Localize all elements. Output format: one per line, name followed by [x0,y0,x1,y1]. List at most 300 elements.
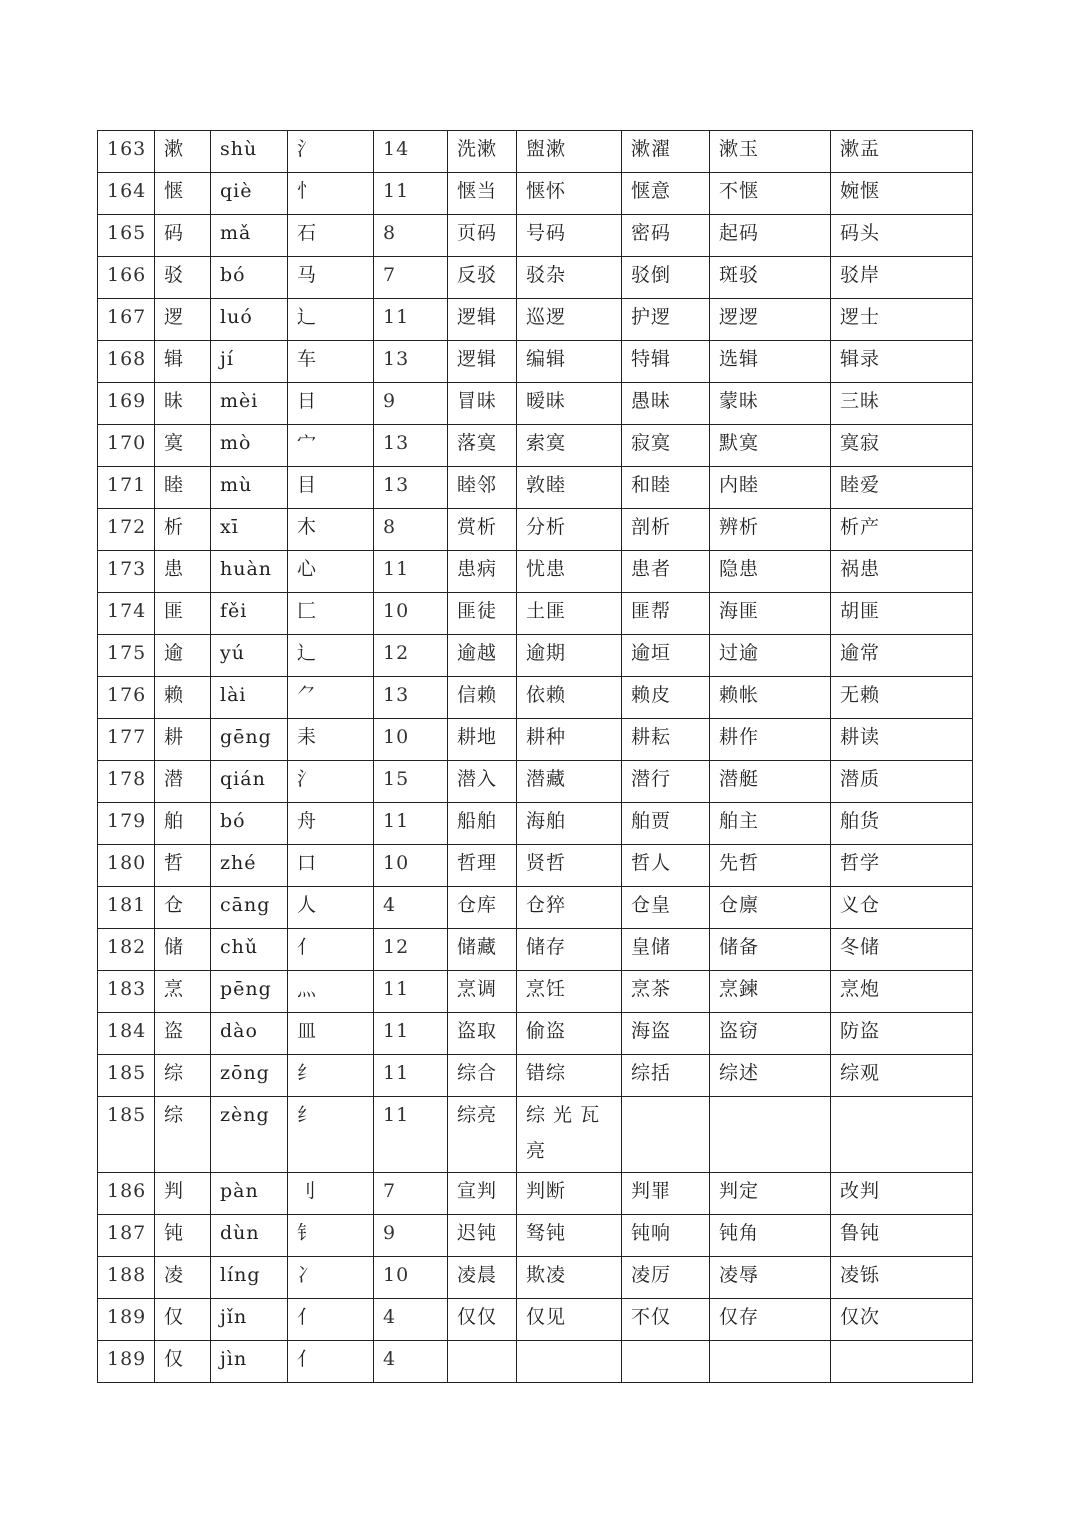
radical: 日 [288,383,374,425]
stroke-count: 14 [374,131,448,173]
example-word-4: 默寞 [710,425,831,467]
example-word-4: 斑驳 [710,257,831,299]
pinyin: dào [211,1013,288,1055]
row-number: 164 [98,173,155,215]
table-row [98,929,973,971]
row-number: 182 [98,929,155,971]
example-word-3: 钝响 [622,1215,710,1257]
example-word-1: 储藏 [448,929,517,971]
table-row [98,635,973,677]
pinyin: gēng [211,719,288,761]
example-word-1: 盗取 [448,1013,517,1055]
row-number: 185 [98,1097,155,1173]
example-word-1: 逾越 [448,635,517,677]
table-row [98,257,973,299]
stroke-count: 7 [374,257,448,299]
example-word-4: 海匪 [710,593,831,635]
row-number: 165 [98,215,155,257]
stroke-count: 13 [374,677,448,719]
example-word-2: 烹饪 [517,971,622,1013]
example-word-3: 剖析 [622,509,710,551]
stroke-count: 11 [374,173,448,215]
radical: 氵 [288,131,374,173]
stroke-count: 11 [374,1055,448,1097]
example-word-5: 防盗 [831,1013,973,1055]
example-word-2: 敦睦 [517,467,622,509]
example-word-4: 潜艇 [710,761,831,803]
table-row [98,1341,973,1383]
example-word-5: 辑录 [831,341,973,383]
table-row [98,803,973,845]
example-word-4: 蒙昧 [710,383,831,425]
example-word-4 [710,1097,831,1173]
character: 寞 [155,425,211,467]
example-word-2: 贤哲 [517,845,622,887]
table-row [98,845,973,887]
row-number: 171 [98,467,155,509]
pinyin: bó [211,257,288,299]
example-word-3: 凌厉 [622,1257,710,1299]
example-word-1: 综合 [448,1055,517,1097]
stroke-count: 4 [374,1341,448,1383]
table-row [98,551,973,593]
example-word-3: 皇储 [622,929,710,971]
example-word-3: 驳倒 [622,257,710,299]
table-row [98,131,973,173]
example-word-2: 错综 [517,1055,622,1097]
pinyin: líng [211,1257,288,1299]
example-word-5: 驳岸 [831,257,973,299]
table-row [98,593,973,635]
example-word-4: 不惬 [710,173,831,215]
stroke-count: 13 [374,341,448,383]
character: 睦 [155,467,211,509]
stroke-count: 8 [374,509,448,551]
example-word-4: 烹鍊 [710,971,831,1013]
stroke-count: 4 [374,1299,448,1341]
example-word-3: 匪帮 [622,593,710,635]
table-row [98,1215,973,1257]
character: 钝 [155,1215,211,1257]
table-row [98,761,973,803]
example-word-4: 起码 [710,215,831,257]
pinyin: lài [211,677,288,719]
stroke-count: 10 [374,719,448,761]
stroke-count: 11 [374,1097,448,1173]
table-row [98,341,973,383]
example-word-1: 逻辑 [448,341,517,383]
radical: 耒 [288,719,374,761]
example-word-2: 依赖 [517,677,622,719]
example-word-2: 判断 [517,1173,622,1215]
example-word-5: 烹炮 [831,971,973,1013]
radical: 车 [288,341,374,383]
example-word-1: 迟钝 [448,1215,517,1257]
example-word-1: 反驳 [448,257,517,299]
example-word-5: 三昧 [831,383,973,425]
pinyin: huàn [211,551,288,593]
stroke-count: 10 [374,845,448,887]
character: 仅 [155,1299,211,1341]
row-number: 176 [98,677,155,719]
example-word-4: 凌辱 [710,1257,831,1299]
row-number: 170 [98,425,155,467]
example-word-5: 逻士 [831,299,973,341]
example-word-2: 仓猝 [517,887,622,929]
radical: 石 [288,215,374,257]
example-word-4: 过逾 [710,635,831,677]
example-word-3: 判罪 [622,1173,710,1215]
stroke-count: 4 [374,887,448,929]
radical: 辶 [288,299,374,341]
pinyin: yú [211,635,288,677]
table-row [98,509,973,551]
example-word-3: 和睦 [622,467,710,509]
character: 哲 [155,845,211,887]
table-row [98,383,973,425]
example-word-1: 赏析 [448,509,517,551]
radical: 纟 [288,1055,374,1097]
example-word-5: 综观 [831,1055,973,1097]
example-word-3: 患者 [622,551,710,593]
example-word-5: 胡匪 [831,593,973,635]
row-number: 169 [98,383,155,425]
row-number: 163 [98,131,155,173]
example-word-4: 盗窃 [710,1013,831,1055]
stroke-count: 13 [374,425,448,467]
example-word-1: 综亮 [448,1097,517,1173]
pinyin: bó [211,803,288,845]
radical: 舟 [288,803,374,845]
pinyin: jǐn [211,1299,288,1341]
character: 综 [155,1097,211,1173]
radical: 心 [288,551,374,593]
radical: 忄 [288,173,374,215]
example-word-2: 储存 [517,929,622,971]
character: 辑 [155,341,211,383]
example-word-3: 耕耘 [622,719,710,761]
example-word-2: 海舶 [517,803,622,845]
example-word-2: 驳杂 [517,257,622,299]
example-word-3: 仓皇 [622,887,710,929]
pinyin: mò [211,425,288,467]
radical: 氵 [288,761,374,803]
example-word-2: 土匪 [517,593,622,635]
example-word-1: 落寞 [448,425,517,467]
table-row [98,425,973,467]
example-word-1: 匪徒 [448,593,517,635]
example-word-5 [831,1341,973,1383]
example-word-3: 漱濯 [622,131,710,173]
example-word-1: 信赖 [448,677,517,719]
character: 析 [155,509,211,551]
pinyin: xī [211,509,288,551]
example-word-2: 号码 [517,215,622,257]
radical: 刂 [288,1173,374,1215]
radical: 皿 [288,1013,374,1055]
pinyin: fěi [211,593,288,635]
row-number: 186 [98,1173,155,1215]
example-word-2: 编辑 [517,341,622,383]
stroke-count: 11 [374,299,448,341]
pinyin: qián [211,761,288,803]
example-word-3: 护逻 [622,299,710,341]
example-word-3: 哲人 [622,845,710,887]
character: 仓 [155,887,211,929]
example-word-5 [831,1097,973,1173]
character: 烹 [155,971,211,1013]
example-word-3 [622,1341,710,1383]
stroke-count: 12 [374,929,448,971]
example-word-4: 综述 [710,1055,831,1097]
radical: 目 [288,467,374,509]
example-word-3: 愚昧 [622,383,710,425]
example-word-1: 哲理 [448,845,517,887]
pinyin: dùn [211,1215,288,1257]
row-number: 188 [98,1257,155,1299]
example-word-1: 仅仅 [448,1299,517,1341]
radical: 匚 [288,593,374,635]
example-word-5: 改判 [831,1173,973,1215]
example-word-1: 逻辑 [448,299,517,341]
example-word-2: 驽钝 [517,1215,622,1257]
character: 仅 [155,1341,211,1383]
example-word-2: 盥漱 [517,131,622,173]
pinyin: qiè [211,173,288,215]
example-word-4 [710,1341,831,1383]
example-word-2: 逾期 [517,635,622,677]
character: 驳 [155,257,211,299]
row-number: 172 [98,509,155,551]
pinyin: mǎ [211,215,288,257]
example-word-2: 惬怀 [517,173,622,215]
row-number: 167 [98,299,155,341]
radical: 亻 [288,1299,374,1341]
example-word-5: 无赖 [831,677,973,719]
example-word-2: 巡逻 [517,299,622,341]
character: 盗 [155,1013,211,1055]
example-word-4: 仅存 [710,1299,831,1341]
radical: ⺈ [288,677,374,719]
row-number: 187 [98,1215,155,1257]
row-number: 189 [98,1299,155,1341]
example-word-3: 寂寞 [622,425,710,467]
example-word-1: 仓库 [448,887,517,929]
example-word-5: 义仓 [831,887,973,929]
row-number: 178 [98,761,155,803]
table-row [98,299,973,341]
character: 赖 [155,677,211,719]
row-number: 189 [98,1341,155,1383]
example-word-2: 分析 [517,509,622,551]
pinyin: jí [211,341,288,383]
example-word-2: 偷盗 [517,1013,622,1055]
example-word-5: 漱盂 [831,131,973,173]
example-word-5: 祸患 [831,551,973,593]
stroke-count: 11 [374,551,448,593]
stroke-count: 11 [374,803,448,845]
table-row [98,1257,973,1299]
row-number: 168 [98,341,155,383]
example-word-3 [622,1097,710,1173]
example-word-5: 潜质 [831,761,973,803]
stroke-count: 8 [374,215,448,257]
example-word-4: 逻逻 [710,299,831,341]
character: 惬 [155,173,211,215]
example-word-4: 内睦 [710,467,831,509]
pinyin: zōng [211,1055,288,1097]
example-word-4: 钝角 [710,1215,831,1257]
character: 综 [155,1055,211,1097]
radical: 木 [288,509,374,551]
example-word-2: 仅见 [517,1299,622,1341]
example-word-1: 惬当 [448,173,517,215]
example-word-4: 仓廪 [710,887,831,929]
table-row [98,1173,973,1215]
row-number: 183 [98,971,155,1013]
example-word-3: 不仅 [622,1299,710,1341]
radical: 冫 [288,1257,374,1299]
row-number: 184 [98,1013,155,1055]
character: 逾 [155,635,211,677]
example-word-2: 耕种 [517,719,622,761]
example-word-5: 冬储 [831,929,973,971]
example-word-2: 欺凌 [517,1257,622,1299]
example-word-2: 综 光 瓦 亮 [517,1097,622,1173]
stroke-count: 7 [374,1173,448,1215]
example-word-4: 耕作 [710,719,831,761]
stroke-count: 15 [374,761,448,803]
example-word-4: 赖帐 [710,677,831,719]
character: 耕 [155,719,211,761]
example-word-5: 凌铄 [831,1257,973,1299]
table-row [98,971,973,1013]
example-word-4: 漱玉 [710,131,831,173]
example-word-2: 暧昧 [517,383,622,425]
example-word-4: 舶主 [710,803,831,845]
example-word-1: 睦邻 [448,467,517,509]
example-word-1: 潜入 [448,761,517,803]
row-number: 177 [98,719,155,761]
radical: 马 [288,257,374,299]
example-word-3: 逾垣 [622,635,710,677]
stroke-count: 11 [374,1013,448,1055]
table-row [98,173,973,215]
example-word-1: 耕地 [448,719,517,761]
example-word-4: 先哲 [710,845,831,887]
stroke-count: 9 [374,1215,448,1257]
example-word-5: 哲学 [831,845,973,887]
row-number: 166 [98,257,155,299]
character: 码 [155,215,211,257]
example-word-5: 婉惬 [831,173,973,215]
stroke-count: 10 [374,1257,448,1299]
character: 患 [155,551,211,593]
example-word-2: 索寞 [517,425,622,467]
example-word-1: 凌晨 [448,1257,517,1299]
character: 匪 [155,593,211,635]
example-word-1: 患病 [448,551,517,593]
example-word-4: 判定 [710,1173,831,1215]
example-word-1: 页码 [448,215,517,257]
pinyin: cāng [211,887,288,929]
radical: 辶 [288,635,374,677]
table-row [98,1013,973,1055]
example-word-4: 辨析 [710,509,831,551]
row-number: 185 [98,1055,155,1097]
example-word-3: 特辑 [622,341,710,383]
example-word-3: 密码 [622,215,710,257]
row-number: 175 [98,635,155,677]
pinyin: pàn [211,1173,288,1215]
example-word-2 [517,1341,622,1383]
radical: 亻 [288,1341,374,1383]
stroke-count: 10 [374,593,448,635]
table-row [98,1097,973,1173]
example-word-5: 寞寂 [831,425,973,467]
stroke-count: 9 [374,383,448,425]
pinyin: shù [211,131,288,173]
row-number: 173 [98,551,155,593]
stroke-count: 13 [374,467,448,509]
example-word-5: 逾常 [831,635,973,677]
pinyin: mèi [211,383,288,425]
row-number: 174 [98,593,155,635]
example-word-5: 码头 [831,215,973,257]
example-word-2: 潜藏 [517,761,622,803]
table-row [98,467,973,509]
example-word-1 [448,1341,517,1383]
table-row [98,719,973,761]
character: 判 [155,1173,211,1215]
radical: 人 [288,887,374,929]
character: 漱 [155,131,211,173]
pinyin: zhé [211,845,288,887]
example-word-3: 赖皮 [622,677,710,719]
example-word-1: 船舶 [448,803,517,845]
character: 舶 [155,803,211,845]
pinyin: chǔ [211,929,288,971]
example-word-5: 舶货 [831,803,973,845]
example-word-5: 耕读 [831,719,973,761]
pinyin: jìn [211,1341,288,1383]
character: 昧 [155,383,211,425]
character: 储 [155,929,211,971]
table-row [98,887,973,929]
radical: 宀 [288,425,374,467]
pinyin: luó [211,299,288,341]
radical: 口 [288,845,374,887]
stroke-count: 11 [374,971,448,1013]
example-word-4: 隐患 [710,551,831,593]
table-row [98,215,973,257]
example-word-5: 鲁钝 [831,1215,973,1257]
example-word-3: 惬意 [622,173,710,215]
row-number: 181 [98,887,155,929]
character-table [97,130,973,1383]
example-word-1: 冒昧 [448,383,517,425]
example-word-5: 析产 [831,509,973,551]
table-row [98,1299,973,1341]
character: 潜 [155,761,211,803]
example-word-1: 烹调 [448,971,517,1013]
example-word-3: 舶贾 [622,803,710,845]
radical: 灬 [288,971,374,1013]
character: 凌 [155,1257,211,1299]
pinyin: mù [211,467,288,509]
table-body [98,131,973,1383]
table-row [98,677,973,719]
